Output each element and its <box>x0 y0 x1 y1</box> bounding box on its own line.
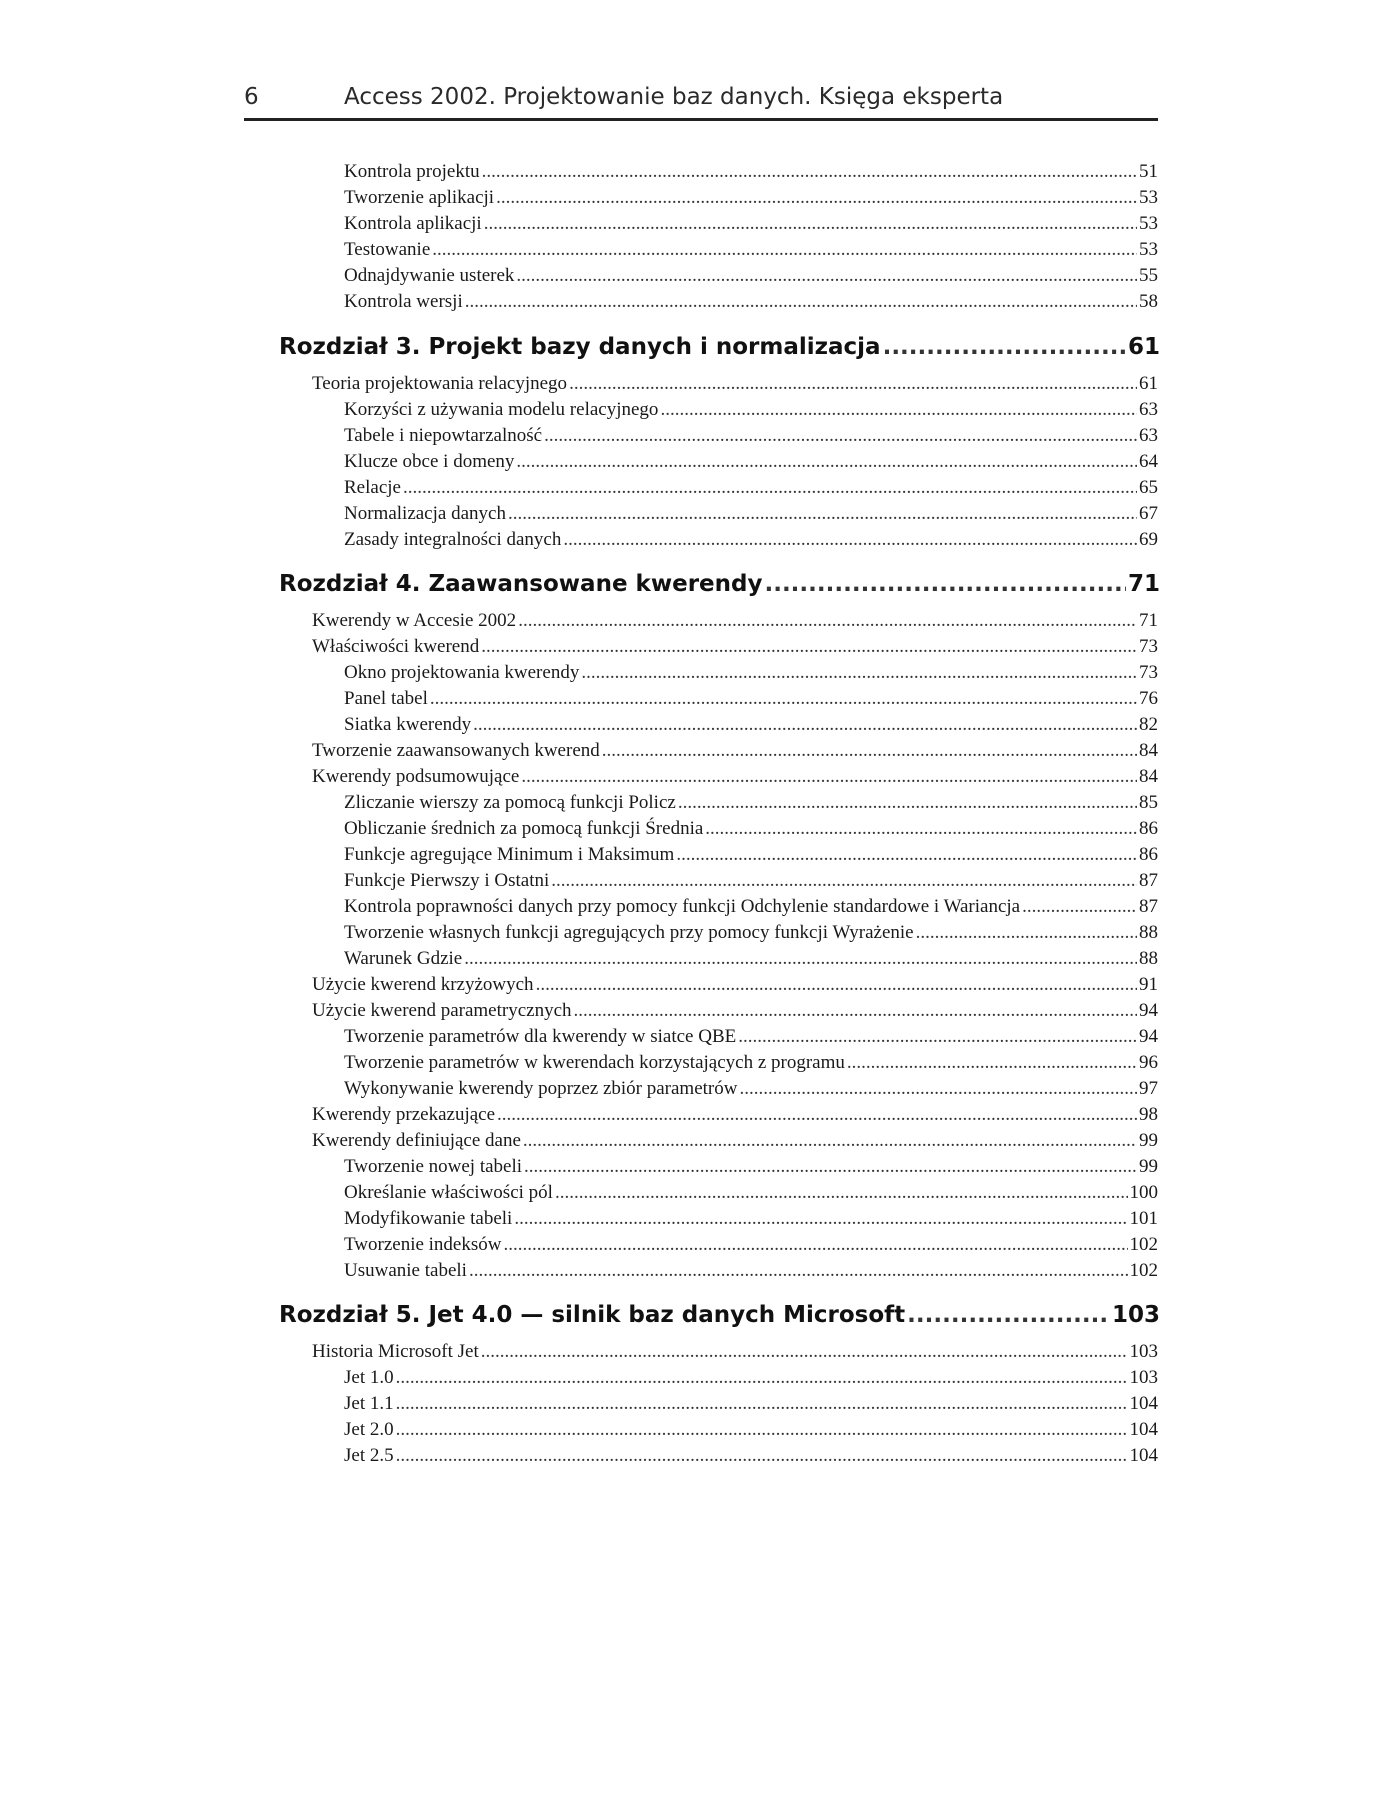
toc-dot-leader <box>516 450 1137 474</box>
toc-entry-page: 71 <box>1139 610 1158 631</box>
toc-entry-label: Testowanie <box>344 239 431 260</box>
toc-entry-page: 88 <box>1139 922 1158 943</box>
toc-dot-leader <box>482 160 1137 184</box>
toc-dot-leader <box>581 661 1137 685</box>
toc-dot-leader <box>524 1155 1137 1179</box>
toc-entry-page: 104 <box>1129 1393 1158 1414</box>
toc-entry-page: 102 <box>1129 1234 1158 1255</box>
toc-dot-leader <box>481 1340 1128 1364</box>
toc-entry <box>344 947 1158 971</box>
toc-entry-page: 63 <box>1139 425 1158 446</box>
page-number: 6 <box>244 84 259 110</box>
toc-entry-page: 58 <box>1139 291 1158 312</box>
toc-entry-page: 53 <box>1139 239 1158 260</box>
toc-entry <box>344 1418 1158 1442</box>
toc-entry-label: Rozdział 5. Jet 4.0 — silnik baz danych Microsoft <box>279 1302 906 1328</box>
toc-dot-leader <box>676 843 1137 867</box>
toc-entry <box>344 1392 1158 1416</box>
toc-entry-label: Relacje <box>344 477 401 498</box>
toc-entry <box>344 264 1158 288</box>
toc-entry <box>344 528 1158 552</box>
toc-dot-leader <box>484 212 1137 236</box>
toc-entry-label: Właściwości kwerend <box>312 636 480 657</box>
toc-entry-label: Kontrola aplikacji <box>344 213 482 234</box>
toc-entry <box>344 661 1158 685</box>
toc-entry-page: 84 <box>1139 766 1158 787</box>
toc-entry <box>344 290 1158 314</box>
toc-dot-leader <box>883 332 1126 362</box>
toc-dot-leader <box>396 1418 1128 1442</box>
toc-entry-page: 64 <box>1139 451 1158 472</box>
toc-entry-label: Rozdział 4. Zaawansowane kwerendy <box>279 571 763 597</box>
toc-entry <box>344 1025 1158 1049</box>
toc-entry-page: 97 <box>1139 1078 1158 1099</box>
toc-dot-leader <box>403 476 1137 500</box>
toc-entry <box>344 1051 1158 1075</box>
toc-entry-page: 94 <box>1139 1000 1158 1021</box>
toc-entry-page: 91 <box>1139 974 1158 995</box>
toc-entry-label: Kontrola poprawności danych przy pomocy funkcji Odchylenie standardowe i Wariancja <box>344 896 1021 917</box>
toc-dot-leader <box>738 1025 1137 1049</box>
toc-entry <box>344 921 1158 945</box>
toc-chapter <box>279 569 1160 599</box>
toc-entry-page: 85 <box>1139 792 1158 813</box>
toc-dot-leader <box>523 1129 1137 1153</box>
toc-entry-page: 103 <box>1129 1341 1158 1362</box>
toc-entry <box>312 1129 1158 1153</box>
toc-entry-label: Odnajdywanie usterek <box>344 265 515 286</box>
toc-entry-label: Tworzenie własnych funkcji agregujących przy pomocy funkcji Wyrażenie <box>344 922 914 943</box>
toc-entry <box>344 869 1158 893</box>
toc-entry <box>344 895 1158 919</box>
toc-entry-page: 101 <box>1129 1208 1158 1229</box>
toc-entry-page: 88 <box>1139 948 1158 969</box>
toc-entry <box>344 1259 1158 1283</box>
toc-dot-leader <box>514 1207 1127 1231</box>
toc-dot-leader <box>1022 895 1137 919</box>
toc-dot-leader <box>465 290 1137 314</box>
toc-entry <box>312 372 1158 396</box>
toc-entry-page: 61 <box>1139 373 1158 394</box>
toc-dot-leader <box>660 398 1137 422</box>
toc-entry-label: Funkcje agregujące Minimum i Maksimum <box>344 844 675 865</box>
toc-entry <box>344 687 1158 711</box>
toc-entry-page: 76 <box>1139 688 1158 709</box>
toc-entry-label: Zliczanie wierszy za pomocą funkcji Policz <box>344 792 676 813</box>
toc-dot-leader <box>496 186 1137 210</box>
toc-entry-page: 86 <box>1139 818 1158 839</box>
toc-entry-page: 99 <box>1139 1130 1158 1151</box>
toc-entry-page: 53 <box>1139 187 1158 208</box>
page-header <box>244 84 1158 121</box>
toc-entry <box>344 1207 1158 1231</box>
toc-entry <box>344 1077 1158 1101</box>
toc-entry-label: Obliczanie średnich za pomocą funkcji Średnia <box>344 818 704 839</box>
toc-entry <box>312 1340 1158 1364</box>
toc-entry-label: Historia Microsoft Jet <box>312 1341 479 1362</box>
toc-entry-page: 53 <box>1139 213 1158 234</box>
toc-entry <box>312 1103 1158 1127</box>
toc-dot-leader <box>473 713 1137 737</box>
toc-entry-page: 63 <box>1139 399 1158 420</box>
toc-dot-leader <box>916 921 1137 945</box>
toc-entry <box>344 160 1158 184</box>
toc-entry <box>312 999 1158 1023</box>
toc-entry <box>344 791 1158 815</box>
toc-entry <box>344 1444 1158 1468</box>
toc-entry-page: 102 <box>1129 1260 1158 1281</box>
toc-dot-leader <box>907 1300 1110 1330</box>
toc-entry <box>344 424 1158 448</box>
book-title: Access 2002. Projektowanie baz danych. Księga eksperta <box>344 84 1004 110</box>
toc-entry <box>312 635 1158 659</box>
toc-dot-leader <box>516 264 1137 288</box>
toc-entry-label: Tworzenie parametrów w kwerendach korzystających z programu <box>344 1052 845 1073</box>
toc-entry-page: 84 <box>1139 740 1158 761</box>
toc-entry-page: 65 <box>1139 477 1158 498</box>
toc-entry-label: Normalizacja danych <box>344 503 506 524</box>
toc-entry-label: Jet 1.0 <box>344 1367 394 1388</box>
toc-entry <box>344 843 1158 867</box>
toc-dot-leader <box>521 765 1137 789</box>
toc-entry <box>344 1233 1158 1257</box>
toc-entry <box>344 450 1158 474</box>
toc-entry-page: 104 <box>1129 1419 1158 1440</box>
toc-entry-label: Warunek Gdzie <box>344 948 463 969</box>
toc-dot-leader <box>602 739 1137 763</box>
toc-entry-label: Tworzenie nowej tabeli <box>344 1156 523 1177</box>
toc-entry-page: 55 <box>1139 265 1158 286</box>
toc-entry-label: Kwerendy podsumowujące <box>312 766 520 787</box>
toc-entry-label: Tworzenie parametrów dla kwerendy w siatce QBE <box>344 1026 737 1047</box>
toc-entry-label: Jet 1.1 <box>344 1393 394 1414</box>
toc-dot-leader <box>536 973 1137 997</box>
toc-entry-page: 99 <box>1139 1156 1158 1177</box>
toc-entry-page: 96 <box>1139 1052 1158 1073</box>
toc-entry-label: Jet 2.5 <box>344 1445 394 1466</box>
toc-entry-page: 100 <box>1129 1182 1158 1203</box>
toc-entry-page: 73 <box>1139 636 1158 657</box>
toc-entry <box>344 502 1158 526</box>
toc-dot-leader <box>396 1366 1128 1390</box>
toc-dot-leader <box>432 238 1137 262</box>
toc-entry-label: Określanie właściwości pól <box>344 1182 553 1203</box>
toc-dot-leader <box>396 1392 1128 1416</box>
toc-entry-page: 103 <box>1111 1302 1160 1328</box>
toc-entry <box>344 398 1158 422</box>
toc-dot-leader <box>469 1259 1128 1283</box>
toc-entry-label: Tworzenie aplikacji <box>344 187 495 208</box>
toc-entry <box>344 713 1158 737</box>
toc-entry-label: Teoria projektowania relacyjnego <box>312 373 568 394</box>
toc-entry-label: Kwerendy przekazujące <box>312 1104 496 1125</box>
toc-dot-leader <box>518 609 1137 633</box>
toc-entry <box>344 1181 1158 1205</box>
toc-entry-label: Klucze obce i domeny <box>344 451 515 472</box>
toc-dot-leader <box>497 1103 1137 1127</box>
toc-entry-label: Rozdział 3. Projekt bazy danych i normalizacja <box>279 334 881 360</box>
toc-dot-leader <box>705 817 1137 841</box>
toc-entry-label: Usuwanie tabeli <box>344 1260 467 1281</box>
toc-entry <box>344 212 1158 236</box>
toc-dot-leader <box>508 502 1137 526</box>
toc-dot-leader <box>396 1444 1128 1468</box>
toc-entry <box>344 186 1158 210</box>
toc-dot-leader <box>555 1181 1128 1205</box>
toc-entry-label: Funkcje Pierwszy i Ostatni <box>344 870 550 891</box>
toc-entry-label: Tabele i niepowtarzalność <box>344 425 543 446</box>
toc-entry-label: Korzyści z używania modelu relacyjnego <box>344 399 659 420</box>
toc-dot-leader <box>551 869 1137 893</box>
toc-entry-label: Zasady integralności danych <box>344 529 562 550</box>
toc-entry-page: 87 <box>1139 870 1158 891</box>
toc-entry-page: 87 <box>1139 896 1158 917</box>
toc-entry-label: Kontrola wersji <box>344 291 463 312</box>
toc-entry-label: Kontrola projektu <box>344 161 480 182</box>
toc-chapter <box>279 1300 1160 1330</box>
toc-entry-label: Wykonywanie kwerendy poprzez zbiór parametrów <box>344 1078 738 1099</box>
toc-entry-label: Kwerendy w Accesie 2002 <box>312 610 517 631</box>
toc-entry <box>344 238 1158 262</box>
toc-entry-page: 104 <box>1129 1445 1158 1466</box>
toc-entry-page: 86 <box>1139 844 1158 865</box>
toc-entry <box>344 817 1158 841</box>
toc-entry-page: 67 <box>1139 503 1158 524</box>
toc-entry-label: Panel tabel <box>344 688 428 709</box>
toc-dot-leader <box>503 1233 1127 1257</box>
toc-entry <box>312 739 1158 763</box>
toc-entry-label: Użycie kwerend parametrycznych <box>312 1000 572 1021</box>
toc-entry-label: Kwerendy definiujące dane <box>312 1130 521 1151</box>
toc-dot-leader <box>563 528 1137 552</box>
toc-entry-page: 69 <box>1139 529 1158 550</box>
toc-entry-label: Tworzenie indeksów <box>344 1234 502 1255</box>
toc-entry-page: 71 <box>1127 571 1160 597</box>
toc-entry-page: 94 <box>1139 1026 1158 1047</box>
toc-dot-leader <box>847 1051 1137 1075</box>
toc-entry <box>312 973 1158 997</box>
toc-entry <box>312 765 1158 789</box>
toc-entry-page: 98 <box>1139 1104 1158 1125</box>
toc-entry-page: 61 <box>1127 334 1160 360</box>
toc-entry <box>344 476 1158 500</box>
toc-dot-leader <box>678 791 1137 815</box>
toc-dot-leader <box>430 687 1137 711</box>
toc-entry-page: 82 <box>1139 714 1158 735</box>
toc-entry-page: 73 <box>1139 662 1158 683</box>
toc-entry-page: 103 <box>1129 1367 1158 1388</box>
toc-dot-leader <box>481 635 1137 659</box>
toc-entry <box>344 1155 1158 1179</box>
toc-dot-leader <box>544 424 1137 448</box>
toc-entry-label: Modyfikowanie tabeli <box>344 1208 513 1229</box>
toc-entry-label: Siatka kwerendy <box>344 714 472 735</box>
toc-dot-leader <box>764 569 1126 599</box>
toc-dot-leader <box>464 947 1137 971</box>
toc-dot-leader <box>574 999 1137 1023</box>
toc-entry-label: Tworzenie zaawansowanych kwerend <box>312 740 600 761</box>
toc-entry-label: Okno projektowania kwerendy <box>344 662 580 683</box>
toc-entry <box>344 1366 1158 1390</box>
toc-chapter <box>279 332 1160 362</box>
toc-dot-leader <box>569 372 1137 396</box>
toc-entry-label: Jet 2.0 <box>344 1419 394 1440</box>
toc-entry-page: 51 <box>1139 161 1158 182</box>
toc-entry <box>312 609 1158 633</box>
toc-entry-label: Użycie kwerend krzyżowych <box>312 974 534 995</box>
toc-dot-leader <box>739 1077 1137 1101</box>
